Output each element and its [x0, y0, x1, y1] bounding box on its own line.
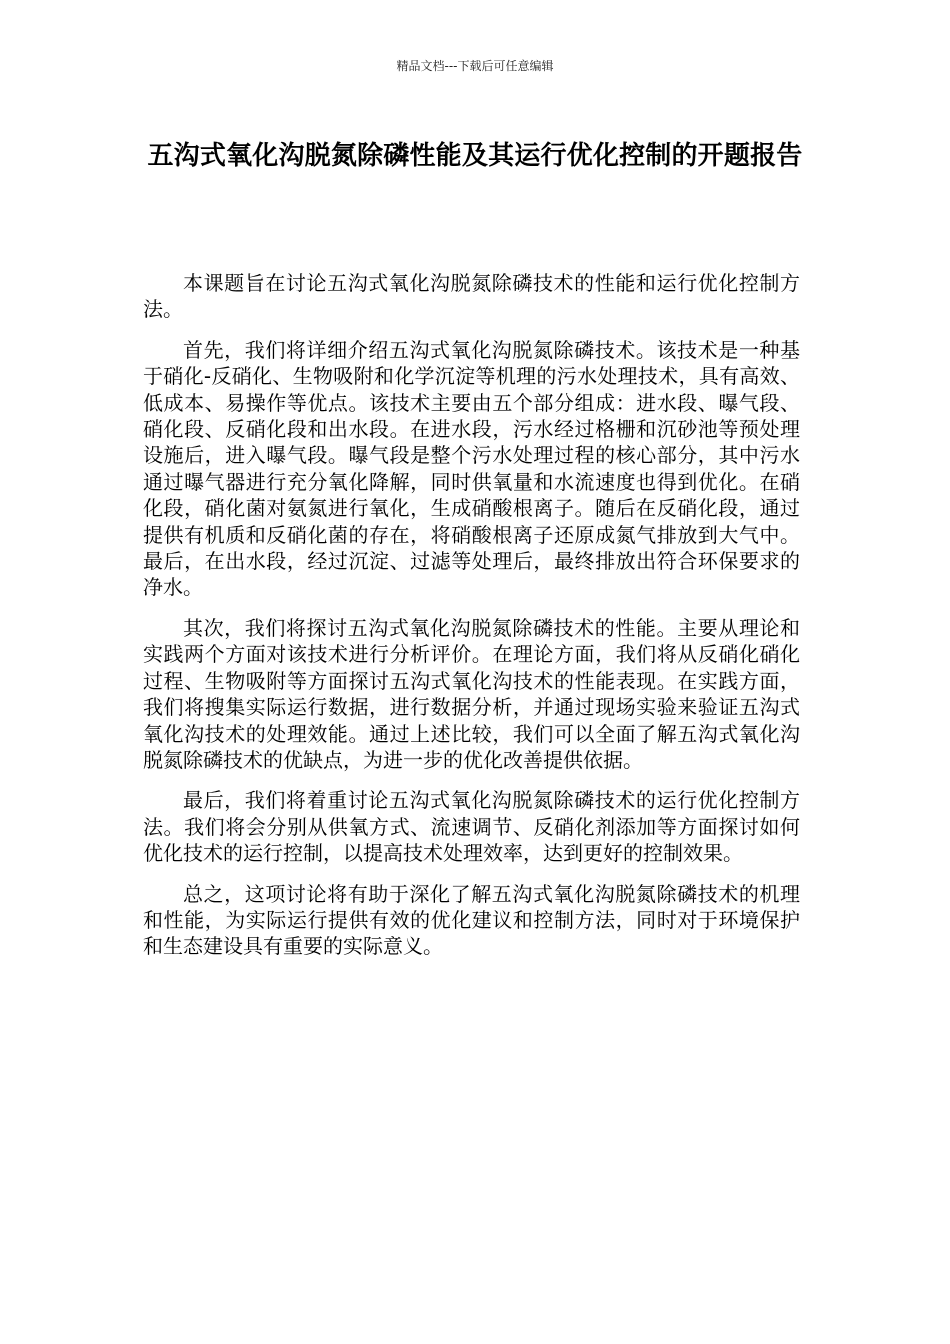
paragraph-technology: 首先，我们将详细介绍五沟式氧化沟脱氮除磷技术。该技术是一种基于硝化-反硝化、生物吸附和化学沉淀等机理的污水处理技术，具有高效、低成本、易操作等优点。该技术主要由五个部分组成：进水段、曝气段、硝化段、反硝化段和出水段。在进水段，污水经过格栅和沉砂池等预处理设施后，进入曝气段。曝气段是整个污水处理过程的核心部分，其中污水通过曝气器进行充分氧化降解，同时供氧量和水流速度也得到优化。在硝化段，硝化菌对氨氮进行氧化，生成硝酸根离子。随后在反硝化段，通过提供有机质和反硝化菌的存在，将硝酸根离子还原成氮气排放到大气中。最后，在出水段，经过沉淀、过滤等处理后，最终排放出符合环保要求的净水。: [143, 337, 800, 600]
paragraph-intro: 本课题旨在讨论五沟式氧化沟脱氮除磷技术的性能和运行优化控制方法。: [143, 271, 800, 322]
document-body: [143, 270, 800, 974]
document-title: 五沟式氧化沟脱氮除磷性能及其运行优化控制的开题报告: [147, 141, 803, 171]
paragraph-conclusion: 总之，这项讨论将有助于深化了解五沟式氧化沟脱氮除磷技术的机理和性能，为实际运行提供有效的优化建议和控制方法，同时对于环境保护和生态建设具有重要的实际意义。: [143, 881, 800, 959]
paragraph-performance: 其次，我们将探讨五沟式氧化沟脱氮除磷技术的性能。主要从理论和实践两个方面对该技术进行分析评价。在理论方面，我们将从反硝化硝化过程、生物吸附等方面探讨五沟式氧化沟技术的性能表现。在实践方面，我们将搜集实际运行数据，进行数据分析，并通过现场实验来验证五沟式氧化沟技术的处理效能。通过上述比较，我们可以全面了解五沟式氧化沟脱氮除磷技术的优缺点，为进一步的优化改善提供依据。: [143, 615, 800, 772]
header-note: 精品文档---下载后可任意编辑: [396, 59, 554, 73]
paragraph-optimization: 最后，我们将着重讨论五沟式氧化沟脱氮除磷技术的运行优化控制方法。我们将会分别从供氧方式、流速调节、反硝化剂添加等方面探讨如何优化技术的运行控制，以提高技术处理效率，达到更好的控制效果。: [143, 788, 800, 866]
